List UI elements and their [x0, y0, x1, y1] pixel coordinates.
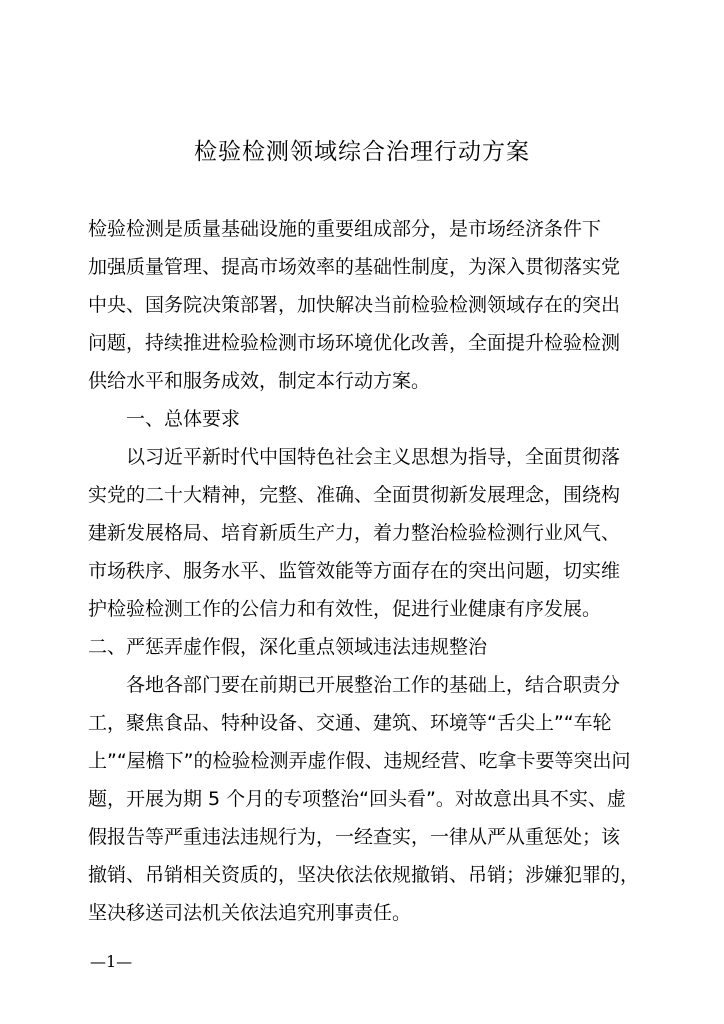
body-line-4: 问题，持续推进检验检测市场环境优化改善，全面提升检验检测 — [88, 332, 621, 354]
body-line-16: 题，开展为期 5 个月的专项整治“回头看”。对故意出具不实、虚 — [88, 788, 626, 810]
page-number: —1— — [90, 952, 133, 971]
body-line-19: 坚决移送司法机关依法追究刑事责任。 — [88, 902, 412, 924]
body-line-11: 护检验检测工作的公信力和有效性，促进行业健康有序发展。 — [88, 598, 602, 620]
body-line-18: 撤销、吊销相关资质的，坚决依法依规撤销、吊销；涉嫌犯罪的， — [88, 864, 640, 886]
body-line-15: 上”“屋檐下”的检验检测弄虚作假、违规经营、吃拿卡要等突出问 — [88, 750, 631, 772]
body-line-17: 假报告等严重违法违规行为，一经查实，一律从严从重惩处；该 — [88, 826, 621, 848]
body-line-14: 工，聚焦食品、特种设备、交通、建筑、环境等“舌尖上”“车轮 — [88, 712, 612, 734]
section-heading-2: 二、严惩弄虚作假，深化重点领域违法违规整治 — [88, 636, 488, 658]
document-title: 检验检测领域综合治理行动方案 — [194, 139, 530, 165]
body-line-2: 加强质量管理、提高市场效率的基础性制度，为深入贯彻落实党 — [88, 256, 621, 278]
body-line-13: 各地各部门要在前期已开展整治工作的基础上，结合职责分 — [88, 674, 621, 696]
body-line-10: 市场秩序、服务水平、监管效能等方面存在的突出问题，切实维 — [88, 560, 621, 582]
body-line-1: 检验检测是质量基础设施的重要组成部分，是市场经济条件下 — [88, 218, 602, 240]
body-line-9: 建新发展格局、培育新质生产力，着力整治检验检测行业风气、 — [88, 522, 621, 544]
body-line-8: 实党的二十大精神，完整、准确、全面贯彻新发展理念，围绕构 — [88, 484, 621, 506]
section-heading-1: 一、总体要求 — [88, 408, 241, 430]
body-line-7: 以习近平新时代中国特色社会主义思想为指导，全面贯彻落 — [88, 446, 621, 468]
body-line-5: 供给水平和服务成效，制定本行动方案。 — [88, 370, 431, 392]
body-line-3: 中央、国务院决策部署，加快解决当前检验检测领域存在的突出 — [88, 294, 621, 316]
